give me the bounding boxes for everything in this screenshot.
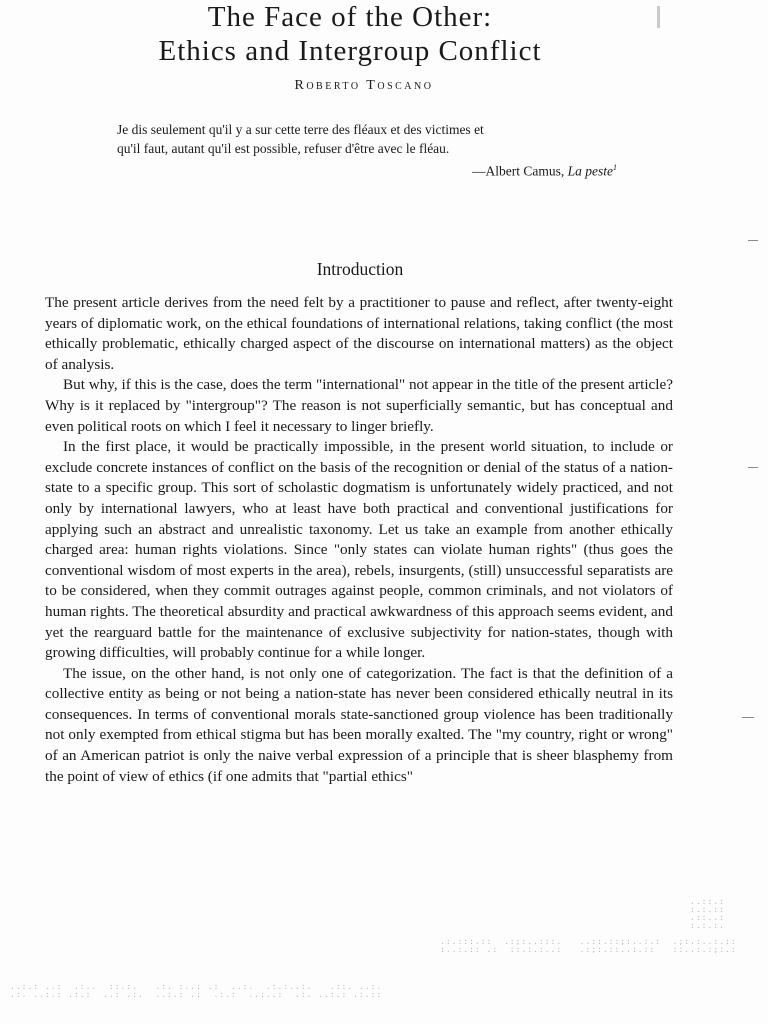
epigraph-line-1: Je dis seulement qu'il y a sur cette terre des fléaux et des victimes et — [117, 122, 484, 137]
article-body — [45, 293, 673, 787]
scan-noise-bottom-left: ..:.: ..: .:.. ::.:. .:. :..: .: ..:. .:.:..:. .::. ..:. .:. ..:.: .:.: ..: .:. ..:.: .: .:.: ..:..: .:. ..:.: .:.:: — [10, 982, 383, 999]
article-title-line-2: Ethics and Intergroup Conflict — [158, 35, 542, 67]
body-paragraph-1: The present article derives from the need felt by a practitioner to pause and reflect, after twenty-eight years of diplomatic work, on the ethical foundations of international relations, taking conflict (the most ethically problematic, ethically charged aspect of the discourse on international matters) as the object of analysis. — [45, 294, 673, 373]
scan-artifact-top-right — [657, 6, 660, 28]
epigraph-attribution-author: —Albert Camus, — [472, 163, 568, 179]
epigraph-attribution — [117, 158, 637, 181]
scan-noise-bottom: .:.:::.:: .:;:..:::. ..::.::;:..:.: .;:.:..:.:: :..:.:: .: ::.:.:..: .:;:.::..:.:: ::..:.:;:.: — [440, 937, 737, 954]
epigraph-line-2: qu'il faut, autant qu'il est possible, refuser d'être avec le fléau. — [117, 141, 450, 156]
epigraph — [117, 120, 637, 181]
body-paragraph-2: But why, if this is the case, does the term "international" not appear in the title of the present article? Why is it replaced by "intergroup"? The reason is not superficially semantic, but has conceptual and even political roots on which I feel it necessary to linger briefly. — [45, 376, 673, 435]
scan-noise-bottom-right: ..::.: :.:.:: .::..: :.:.:. — [690, 897, 725, 930]
body-paragraph-3: In the first place, it would be practically impossible, in the present world situation, to include or exclude concrete instances of conflict on the basis of the recognition or denial of the status of a nation-state to a specific group. This sort of scholastic dogmatism is unfortunately widely practiced, and not only by international lawyers, who at least have both practical and conventional justifications for applying such an abstract and unrealistic taxonomy. Let us take an example from another ethically charged area: human rights violations. Since "only states can violate human rights" (thus goes the conventional wisdom of most experts in the area), rebels, insurgents, (still) unsuccessful separatists are to be considered, when they commit outrages against people, common criminals, and not violators of human rights. The theoretical absurdity and practical awkwardness of this approach seems evident, and yet the rearguard battle for the maintenance of exclusive subjectivity for nation-states, though with growing difficulties, will probably continue for a while longer. — [45, 438, 673, 662]
article-title-line-1: The Face of the Other: — [207, 1, 493, 33]
section-heading: Introduction — [316, 259, 404, 279]
scan-artifact-edge-3 — [742, 717, 754, 718]
body-paragraph-4: The issue, on the other hand, is not only one of categorization. The fact is that the definition of a collective entity as being or not being a nation-state has never been considered ethically neutral in its consequences. In terms of conventional morals state-sanctioned group violence has been traditionally not only exempted from ethical stigma but has been morally exalted. The "my country, right or wrong" of an American patriot is only the naive verbal expression of a principle that is sheer blasphemy from the point of view of ethics (if one admits that "partial ethics" — [45, 664, 673, 785]
scan-artifact-edge-1 — [748, 240, 758, 241]
footnote-marker: 1 — [613, 163, 617, 172]
epigraph-attribution-work: La peste — [567, 163, 613, 179]
scan-artifact-edge-2 — [748, 467, 758, 468]
article-author: Roberto Toscano — [294, 78, 434, 93]
